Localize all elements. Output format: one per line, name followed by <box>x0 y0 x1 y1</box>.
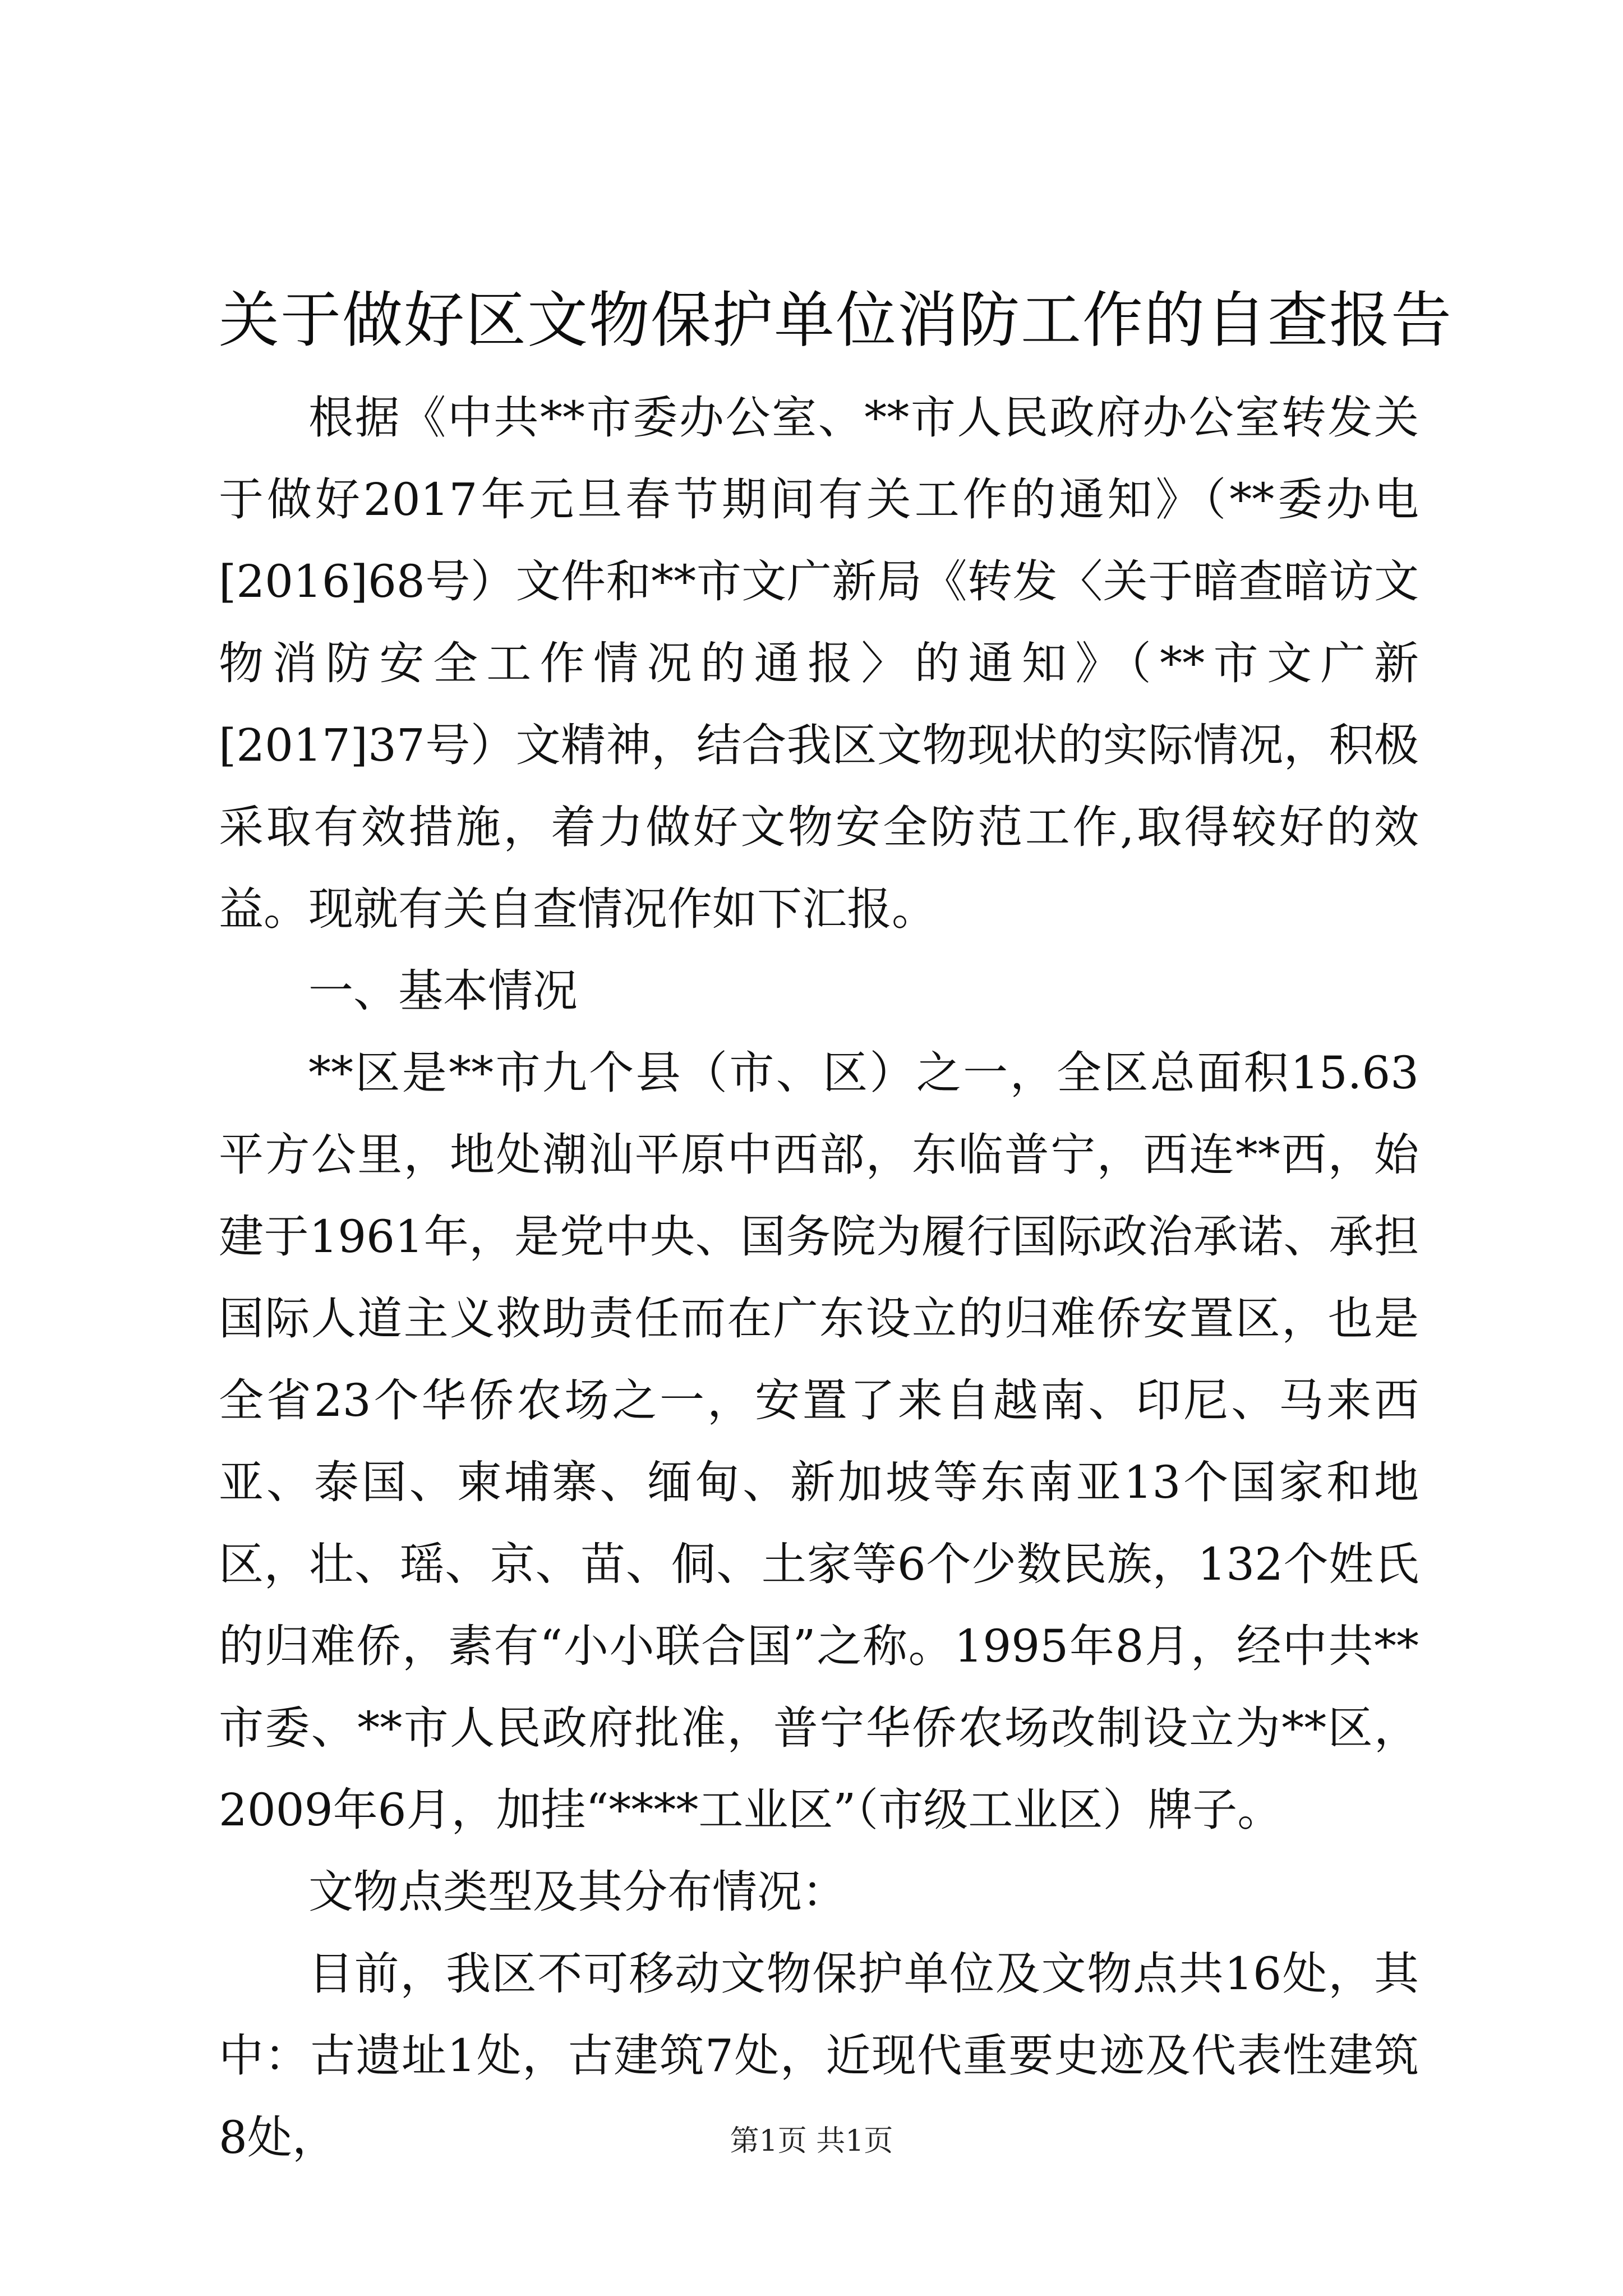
document-title: 关于做好区文物保护单位消防工作的自查报告 <box>219 286 1453 356</box>
paragraph-relic-count: 目前，我区不可移动文物保护单位及文物点共16处，其中：古遗址1处，古建筑7处，近现代重要史迹及代表性建筑8处， <box>219 1948 1419 2164</box>
paragraph-district-overview: **区是**市九个县（市、区）之一，全区总面积15.63平方公里，地处潮汕平原中西部，东临普宁，西连**西，始建于1961年，是党中央、国务院为履行国际政治承诺、承担国际人道主义救助责任而在广东设立的归难侨安置区，也是全省23个华侨农场之一，安置了来自越南、印尼、马来西亚、泰国、柬埔寨、缅甸、新加坡等东南亚13个国家和地区，壮、瑶、京、苗、侗、土家等6个少数民族，132个姓氏的归难侨，素有“小小联合国”之称。1995年8月，经中共**市委、**市人民政府批准，普宁华侨农场改制设立为**区，2009年6月，加挂“****工业区”（市级工业区）牌子。 <box>219 1047 1419 1836</box>
paragraph-intro: 根据《中共**市委办公室、**市人民政府办公室转发关于做好2017年元旦春节期间有关工作的通知》（**委办电[2016]68号）文件和**市文广新局《转发〈关于暗查暗访文物消防安全工作情况的通报〉的通知》（**市文广新[2017]37号）文精神，结合我区文物现状的实际情况，积极采取有效措施，着力做好文物安全防范工作,取得较好的效益。现就有关自查情况作如下汇报。 <box>219 392 1419 935</box>
page-footer: 第1页 共1页 <box>730 2124 893 2158</box>
document-body <box>219 377 1419 2179</box>
section-heading-basic-info: 一、基本情况 <box>308 965 578 1017</box>
paragraph-relic-types-heading: 文物点类型及其分布情况： <box>308 1866 847 1918</box>
